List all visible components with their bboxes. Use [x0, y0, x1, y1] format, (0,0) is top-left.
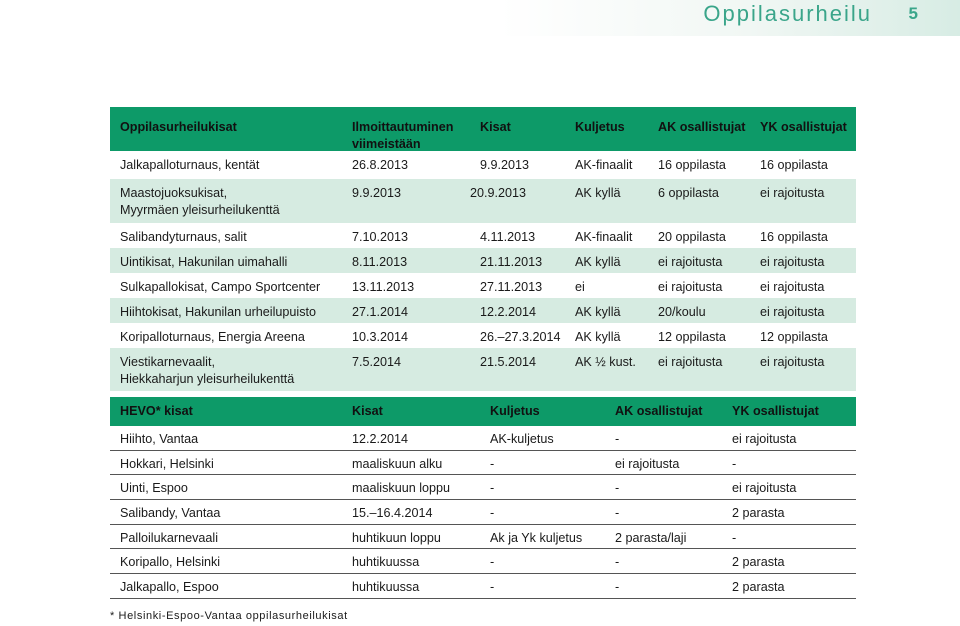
table-cell: - [732, 530, 737, 545]
table-cell: 20.9.2013 [470, 186, 527, 200]
table-cell: 12.2.2014 [480, 305, 537, 319]
table-cell: ei rajoitusta [760, 305, 825, 319]
table-cell: Viestikarnevaalit, Hiekkaharjun yleisurheilukenttä [120, 355, 295, 386]
table-row [110, 348, 856, 391]
table-cell: Palloilukarnevaali [120, 530, 219, 545]
table-row [110, 298, 856, 323]
table-cell: 26.–27.3.2014 [480, 330, 561, 344]
table-cell: huhtikuussa [352, 580, 420, 595]
table-cell: AK kyllä [575, 255, 621, 269]
table-cell: - [490, 555, 495, 570]
table-cell: Salibandyturnaus, salit [120, 230, 247, 244]
table-cell: 16 oppilasta [658, 158, 726, 172]
table-cell: - [615, 580, 620, 595]
table-cell: AK kyllä [575, 330, 621, 344]
table-cell: 26.8.2013 [352, 158, 409, 172]
table-cell: maaliskuun loppu [352, 481, 451, 496]
table-header-row [110, 397, 856, 426]
header-cell: Oppilasurheilukisat [120, 120, 237, 134]
header-cell: AK osallistujat [658, 120, 746, 134]
table-cell: Hokkari, Helsinki [120, 456, 214, 471]
table-cell: Koripalloturnaus, Energia Areena [120, 330, 305, 344]
table-cell: 4.11.2013 [480, 230, 536, 244]
table-cell: 27.11.2013 [480, 280, 543, 294]
table-cell: AK-kuljetus [490, 432, 554, 446]
table-cell: - [490, 506, 495, 521]
header-cell: YK osallistujat [760, 120, 847, 134]
table-cell: Maastojuoksukisat, Myyrmäen yleisurheilukenttä [120, 186, 280, 217]
table-cell: ei rajoitusta [658, 355, 723, 369]
table-row [110, 151, 856, 179]
table-cell: ei [575, 280, 585, 294]
table-cell: 16 oppilasta [760, 158, 828, 172]
table-cell: 2 parasta [732, 555, 785, 570]
table-cell: 9.9.2013 [352, 186, 402, 200]
table-cell: Uintikisat, Hakunilan uimahalli [120, 255, 288, 269]
table-cell: Sulkapallokisat, Campo Sportcenter [120, 280, 321, 294]
header-cell: AK osallistujat [615, 404, 703, 418]
table-cell: ei rajoitusta [760, 255, 825, 269]
table-row [110, 500, 856, 525]
table-cell: AK-finaalit [575, 230, 633, 244]
table-cell: Jalkapalloturnaus, kentät [120, 158, 260, 172]
hevo-table [110, 397, 856, 599]
table-cell: - [615, 481, 620, 496]
table-cell: 12 oppilasta [760, 330, 828, 344]
table-cell: 15.–16.4.2014 [352, 506, 433, 521]
table-cell: 10.3.2014 [352, 330, 409, 344]
footnote: * Helsinki-Espoo-Vantaa oppilasurheilukisat [110, 610, 348, 622]
header-cell: HEVO* kisat [120, 404, 193, 418]
table-cell: 27.1.2014 [352, 305, 409, 319]
table-cell: - [615, 555, 620, 570]
table-cell: 2 parasta [732, 580, 785, 595]
table-row [110, 574, 856, 599]
table-cell: huhtikuun loppu [352, 530, 441, 545]
page-title: Oppilasurheilu [703, 1, 872, 26]
table-cell: - [490, 456, 495, 471]
table-row [110, 179, 856, 223]
table-cell: ei rajoitusta [732, 481, 797, 496]
table-row [110, 248, 856, 273]
table-row [110, 451, 856, 476]
header-cell: Kuljetus [575, 120, 625, 134]
table-cell: 2 parasta [732, 506, 785, 521]
table-cell: Uinti, Espoo [120, 481, 188, 496]
table-cell: 8.11.2013 [352, 255, 408, 269]
table-cell: Ak ja Yk kuljetus [490, 530, 583, 545]
table-cell: - [615, 506, 620, 521]
header-cell: Kisat [352, 404, 383, 418]
table-cell: 12 oppilasta [658, 330, 726, 344]
table-cell: 7.10.2013 [352, 230, 409, 244]
table-cell: 13.11.2013 [352, 280, 415, 294]
header-cell: Kuljetus [490, 404, 540, 418]
table-header-row [110, 107, 856, 151]
table-cell: AK-finaalit [575, 158, 633, 172]
table-cell: 6 oppilasta [658, 186, 719, 200]
table-cell: 9.9.2013 [480, 158, 530, 172]
table-row [110, 273, 856, 298]
table-cell: 20 oppilasta [658, 230, 726, 244]
table-cell: 20/koulu [658, 305, 706, 319]
table-cell: Jalkapallo, Espoo [120, 580, 219, 595]
table-cell: ei rajoitusta [760, 186, 825, 200]
table-cell: ei rajoitusta [732, 432, 797, 446]
table-cell: ei rajoitusta [760, 355, 825, 369]
table-row [110, 426, 856, 451]
table-cell: huhtikuussa [352, 555, 420, 570]
table-row [110, 323, 856, 348]
table-cell: ei rajoitusta [615, 456, 680, 471]
table-cell: ei rajoitusta [658, 255, 723, 269]
header-cell: YK osallistujat [732, 404, 819, 418]
table-cell: Koripallo, Helsinki [120, 555, 221, 570]
table-cell: maaliskuun alku [352, 456, 443, 471]
table-cell: 21.11.2013 [480, 255, 543, 269]
table-cell: 7.5.2014 [352, 355, 402, 369]
table-cell: - [490, 481, 495, 496]
table-row [110, 475, 856, 500]
oppilasurheilu-table [110, 107, 856, 391]
table-cell: - [615, 432, 620, 446]
table-cell: - [732, 456, 737, 471]
header-cell: Kisat [480, 120, 511, 134]
table-cell: Hiihto, Vantaa [120, 432, 199, 446]
page-number: 5 [908, 4, 918, 23]
table-cell: - [490, 580, 495, 595]
table-cell: Salibandy, Vantaa [120, 506, 221, 521]
table-cell: ei rajoitusta [658, 280, 723, 294]
table-cell: 21.5.2014 [480, 355, 537, 369]
table-cell: AK kyllä [575, 305, 621, 319]
table-row [110, 525, 856, 550]
table-cell: 16 oppilasta [760, 230, 828, 244]
table-cell: 12.2.2014 [352, 432, 409, 446]
table-cell: ei rajoitusta [760, 280, 825, 294]
table-cell: 2 parasta/laji [615, 530, 687, 545]
table-cell: Hiihtokisat, Hakunilan urheilupuisto [120, 305, 317, 319]
table-row [110, 549, 856, 574]
table-row [110, 223, 856, 248]
header-cell: Ilmoittautuminen viimeistään [352, 120, 454, 151]
table-cell: AK kyllä [575, 186, 621, 200]
table-cell: AK ½ kust. [575, 355, 636, 369]
